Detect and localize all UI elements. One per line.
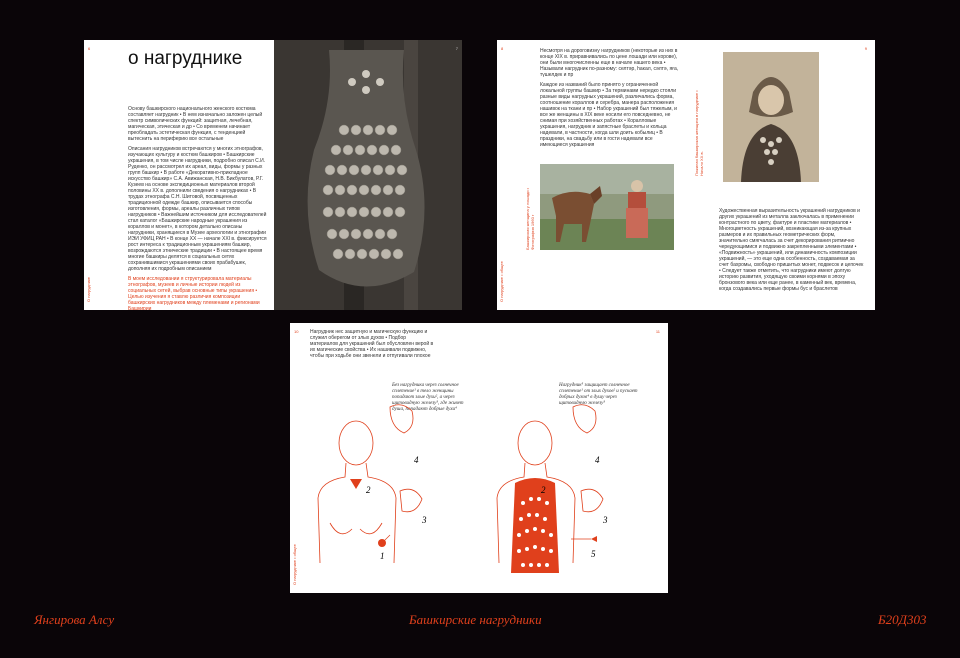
text-column: [128, 106, 268, 310]
group-code: Б20Д303: [878, 612, 927, 627]
page-number: 11: [655, 329, 660, 334]
marker-3: 3: [422, 515, 427, 525]
paragraph: Каждое из названий было принято у ограниченной локальной группы башкир • За терминами нередко стояли разные виды нагрудных украшений, различались форма, соотношение кораллов и серебра, манера расположения нашивок на ткани и пр • Набор украшений был тяжелым, и все же женщины в XIX веке носили его повседневно, не снимая при хозяйственных работах • Коралловые украшения, нагрудник и запястные браслеты и кольца надевали, в частности, когда шли доить кобылиц • В праздники, на свадьбу или в гости надевали все имеющиеся украшения: [540, 82, 677, 148]
right-page: [479, 323, 668, 593]
text-column: [540, 48, 680, 152]
paragraph-highlight: В моем исследовании я структурировала материалы этнографов, музеев и личные истории людей из социальных сетей, выбрав основные типы украшения • Целью изучения я ставлю различия композиции башкирских нагрудников между племенами и регионами Башкирии: [128, 276, 260, 310]
spread-protection-diagram: [290, 323, 668, 593]
author-name: Янгирова Алсу: [34, 612, 115, 627]
marker-4: 4: [595, 455, 600, 465]
page-title: о нагруднике: [128, 48, 243, 69]
marker-4: 4: [414, 455, 419, 465]
right-page: [686, 40, 875, 310]
breastplate-photo: [274, 40, 462, 310]
page-number: 9: [864, 46, 867, 51]
side-label: О нагруднике • общее: [499, 261, 504, 302]
text-column: [719, 208, 865, 296]
project-title: Башкирские нагрудники: [409, 612, 542, 627]
paragraph: Художественная выразительность украшений нагрудников и других украшений из металла заключалась в применении контрастного по цвету, фактуре и пластике материалов • Многоцветность украшений, возникающая из-за крупных размеров и их правильных геометрических форм, значительно смягчалась за счет декорирования ритмично чередующимися и подвижно закрепленными элементами • «Подвижность» украшений, или динамичность композиции украшений, — это еще одна особенность, создаваемая за счет бахромы, свободно пришитых монет, подвесок и цепочек • Следует также отметить, что нагрудники имеют долгую историю развития, уходящую своими корнями в эпоху бронзового века или еще ранее, в каменный век, времена, когда создавались первые формы бус и браслетов: [719, 208, 864, 292]
body-diagram-with-breastplate: [479, 323, 668, 593]
paragraph: Описания нагрудников встречаются у многих этнографов, изучающих культуру и костюм башкиров • Башкирские украшения, в том числе нагрудники, подробно описал С.И. Руденко, он рассмотрел их ареал, виды, формы у разных групп башкир • В работе «Декоративно-прикладное искусство башкир» С.А. Авижанская, Н.В. Бикбулатов, Р.Г. Кузеев на основе экспедиционных материалов второй половины XX в. дополнили сведения о нагрудниках • В трудах этнографа С.Н. Шитовой, посвященных традиционной одежде башкир, описывается способы изготовления, формы, ареалы различных типов нагрудников • Важнейшим источником для исследователей стал каталог «Башкирские народные украшения из кораллов и монет», в котором детально описаны нагрудники, хранящиеся в Музее археологии и этнографии ИЭИ УФИЦ РАН • В конце XX — начале XXI в. фиксируется рост интереса к традиционным украшениям башкир, возрождаются этнические традиции • В настоящее время многие башкиры делятся в социальных сетях сохранившимися украшениями своих прабабушек, дополняя их подробным описанием: [128, 146, 267, 272]
marker-5: 5: [591, 549, 596, 559]
marker-1: 1: [380, 551, 385, 561]
page-number: 8: [501, 46, 504, 51]
left-page: [497, 40, 686, 310]
right-page: [274, 40, 462, 310]
diagram-caption: Нагрудник⁵ защищает солнечное сплетение¹ от злых духов² и пускает добрых духов⁴ в душу через щитовидную железу³: [559, 383, 638, 406]
body-diagram-without-breastplate: [290, 323, 479, 593]
intro-text: Нагрудник нес защитную и магическую функцию и служил оберегом от злых духов • Подбор материалов для украшений был обусловлен верой в их магические свойства • Их нашивали подвижно, чтобы при ходьбе они звенели и отпугивали плохое: [310, 329, 434, 359]
photo-caption: Башкирская женщина у лошади • Фотография 1960 г: [525, 187, 535, 250]
page-number: 6: [88, 46, 91, 51]
left-page: [84, 40, 274, 310]
marker-2: 2: [366, 485, 371, 495]
left-page: [290, 323, 479, 593]
page-number: 7: [455, 46, 458, 51]
side-label: О нагруднике: [86, 277, 91, 302]
woman-with-horse-photo: [540, 164, 674, 250]
marker-2: 2: [541, 485, 546, 495]
photo-caption: Пожилая башкирская женщина в нагруднике • Начало XX в.: [694, 90, 704, 176]
woman-portrait-photo: [723, 52, 819, 182]
paragraph: Несмотря на дороговизну нагрудников (некоторые из них в конце XIX в. приравнивались по цене лошади или корове), они были многочисленны еще в начале нашего века • Называли нагрудник по-разному: селтәр, һакал, сәлтә, яға, түшелдек и пр: [540, 48, 679, 78]
spread-general: [497, 40, 875, 310]
marker-3: 3: [603, 515, 608, 525]
page-number: 10: [294, 329, 299, 334]
diagram-caption: Без нагрудника через солнечное сплетение¹ в тело женщины попадают злые духи², а через щитовидную железу³, где живет душа, попадают добрые духи⁴: [392, 383, 464, 412]
paragraph: Основу башкирского национального женского костюма составляет нагрудник • В нем изначально заложен целый спектр символических функций: защитная, лечебная, магическая, этическая и др • Со временем начинает преобладать эстетическая функция, с тенденцией вытеснить на периферию все остальные: [128, 106, 263, 142]
side-label: О нагруднике • общее: [292, 544, 297, 585]
spread-about-breastplate: [84, 40, 462, 310]
